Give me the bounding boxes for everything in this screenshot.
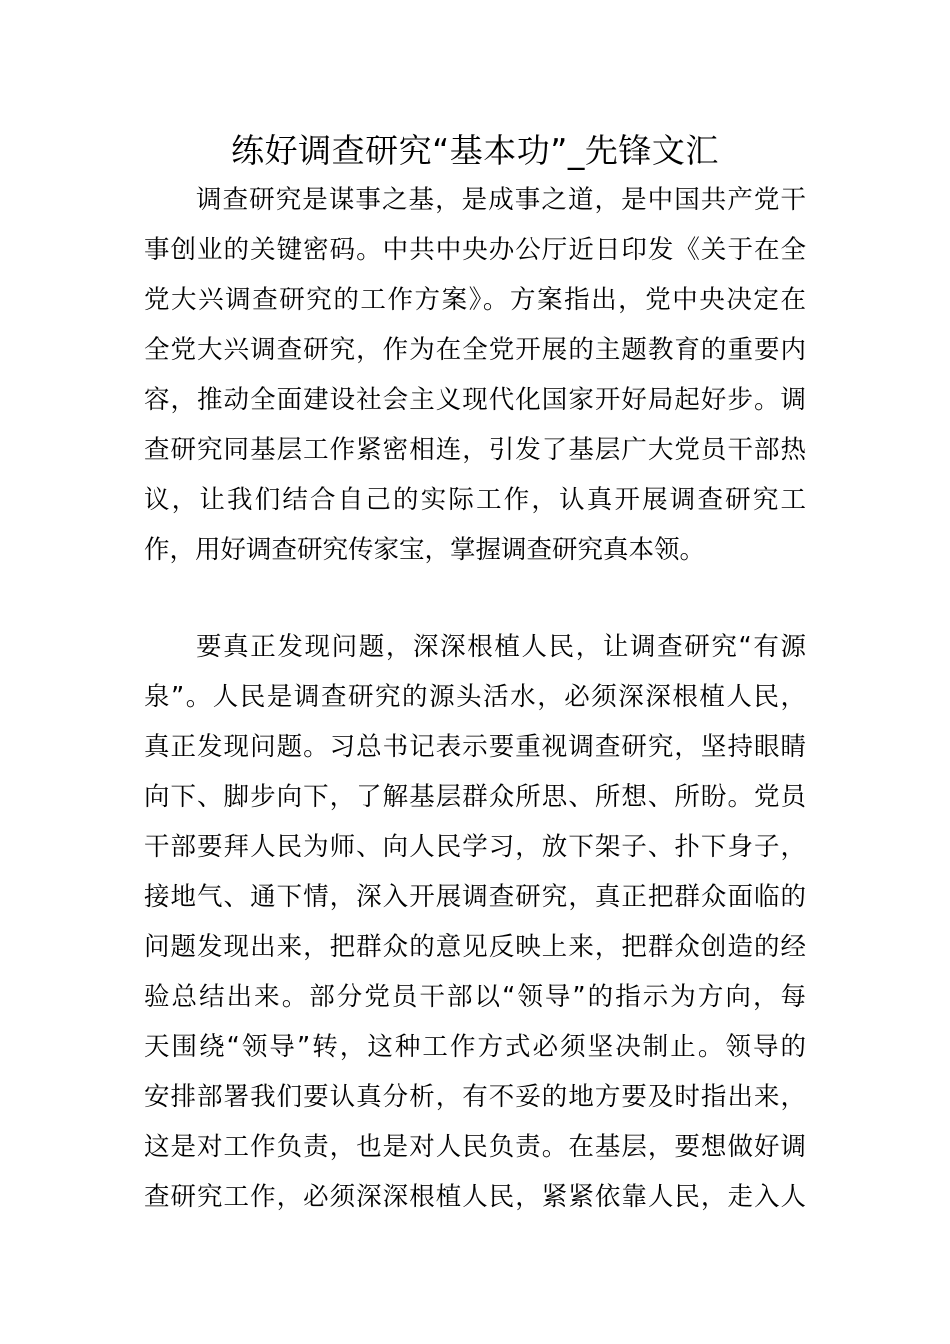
text-line: 接地气、通下情，深入开展调查研究，真正把群众面临的	[144, 882, 806, 912]
text-line: 干部要拜人民为师、向人民学习，放下架子、扑下身子，	[144, 832, 806, 862]
text-line: 验总结出来。部分党员干部以“领导”的指示为方向，每	[144, 982, 806, 1012]
text-line: 作，用好调查研究传家宝，掌握调查研究真本领。	[144, 535, 706, 565]
page-title: 练好调查研究“基本功”_先锋文汇	[231, 131, 719, 170]
text-line: 调查研究是谋事之基，是成事之道，是中国共产党干	[196, 185, 806, 215]
text-line: 真正发现问题。习总书记表示要重视调查研究，坚持眼睛	[144, 732, 806, 762]
paragraph-1	[144, 175, 806, 575]
paragraph-2	[144, 622, 806, 1222]
text-line: 向下、脚步向下，了解基层群众所思、所想、所盼。党员	[144, 782, 806, 812]
text-line: 问题发现出来，把群众的意见反映上来，把群众创造的经	[144, 932, 806, 962]
text-line: 泉”。人民是调查研究的源头活水，必须深深根植人民，	[144, 682, 806, 712]
text-line: 党大兴调查研究的工作方案》。方案指出，党中央决定在	[144, 285, 806, 315]
text-line: 要真正发现问题，深深根植人民，让调查研究“有源	[196, 632, 806, 662]
text-line: 事创业的关键密码。中共中央办公厅近日印发《关于在全	[144, 235, 806, 265]
text-line: 安排部署我们要认真分析，有不妥的地方要及时指出来，	[144, 1082, 806, 1112]
text-line: 这是对工作负责，也是对人民负责。在基层，要想做好调	[144, 1132, 806, 1162]
text-line: 查研究同基层工作紧密相连，引发了基层广大党员干部热	[144, 435, 806, 465]
text-line: 天围绕“领导”转，这种工作方式必须坚决制止。领导的	[144, 1032, 806, 1062]
text-line: 查研究工作，必须深深根植人民，紧紧依靠人民，走入人	[144, 1182, 806, 1212]
text-line: 议，让我们结合自己的实际工作，认真开展调查研究工	[144, 485, 806, 515]
text-line: 容，推动全面建设社会主义现代化国家开好局起好步。调	[144, 385, 806, 415]
text-line: 全党大兴调查研究，作为在全党开展的主题教育的重要内	[144, 335, 806, 365]
